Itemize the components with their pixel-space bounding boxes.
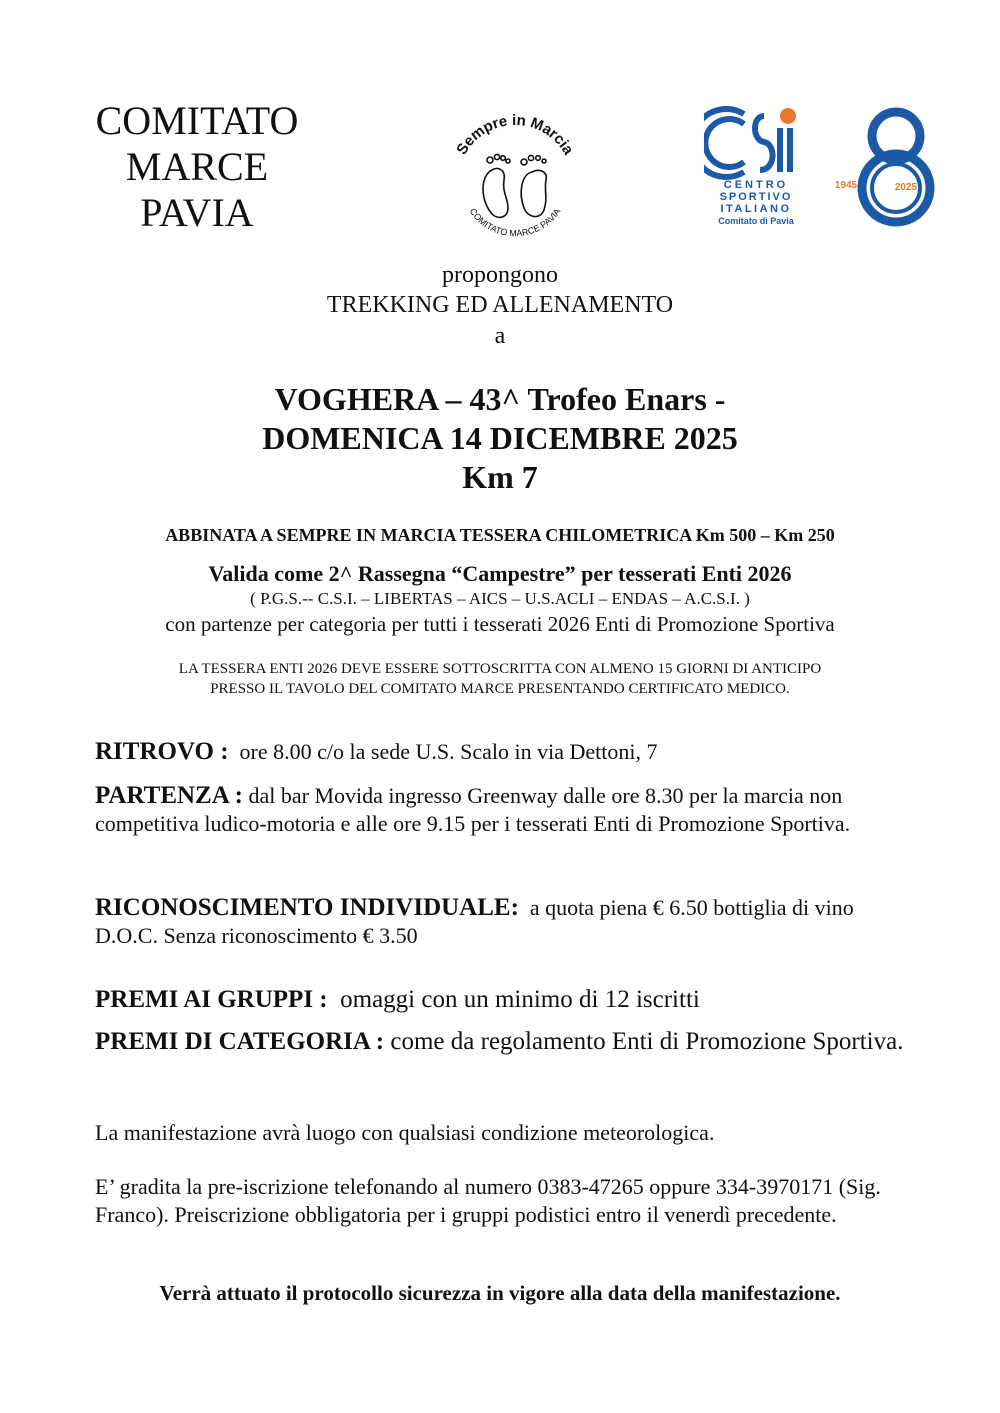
org-line-1: COMITATO — [95, 98, 299, 143]
organization-name — [92, 98, 302, 236]
premi-gruppi-label: PREMI AI GRUPPI : — [95, 986, 328, 1013]
premi-categoria-label: PREMI DI CATEGORIA : — [95, 1028, 385, 1055]
premi-categoria-paragraph — [95, 1026, 915, 1058]
riconoscimento-text: a quota piena € 6.50 bottiglia di vino D.O.C. Senza riconoscimento € 3.50 — [95, 895, 854, 948]
ritrovo-label: RITROVO : — [95, 738, 229, 765]
ritrovo-paragraph — [95, 738, 915, 766]
csi-text-line-3: ITALIANO — [720, 203, 792, 215]
logo-marcia-bottom-text: COMITATO MARCE PAVIA — [467, 206, 563, 239]
csi-logo — [704, 106, 949, 230]
event-title-line-1: VOGHERA – 43^ Trofeo Enars - — [274, 381, 726, 417]
csi-text-line-4: Comitato di Pavia — [718, 216, 794, 226]
event-title-line-2: DOMENICA 14 DICEMBRE 2025 — [262, 420, 738, 456]
partenza-label: PARTENZA : — [95, 782, 243, 809]
validity-line-1: Valida come 2^ Rassegna “Campestre” per tesserati Enti 2026 — [208, 561, 792, 586]
premi-gruppi-text: omaggi con un minimo di 12 iscritti — [340, 986, 700, 1013]
ritrovo-text: ore 8.00 c/o la sede U.S. Scalo in via Dettoni, 7 — [239, 739, 658, 764]
logo-year-start: 1945 — [834, 180, 858, 191]
notice-line-1: LA TESSERA ENTI 2026 DEVE ESSERE SOTTOSCRITTA CON ALMENO 15 GIORNI DI ANTICIPO — [178, 661, 822, 677]
sempre-in-marcia-logo — [440, 110, 590, 250]
iscrizione-paragraph: E’ gradita la pre-iscrizione telefonando al numero 0383-47265 oppure 334-3970171 (Sig. Franco). Preiscrizione obbligatoria per i gruppi podistici entro il venerdì precedente. — [95, 1174, 881, 1227]
partenza-paragraph — [95, 782, 915, 838]
validity-block — [0, 560, 1000, 638]
event-title — [0, 380, 1000, 497]
riconoscimento-label: RICONOSCIMENTO INDIVIDUALE: — [95, 894, 519, 921]
footprints-icon — [483, 154, 546, 217]
csi-letters-icon — [704, 109, 790, 177]
safety-protocol-note: Verrà attuato il protocollo sicurezza in vigore alla data della manifestazione. — [159, 1281, 841, 1305]
csi-text-line-2: SPORTIVO — [719, 191, 793, 203]
partenza-text: dal bar Movida ingresso Greenway dalle ore 8.30 per la marcia non competitiva ludico-motoria e alle ore 9.15 per i tesserati Enti di Promozione Sportiva. — [95, 783, 851, 836]
validity-line-3: con partenze per categoria per tutti i tesserati 2026 Enti di Promozione Sportiva — [165, 612, 835, 636]
meteo-paragraph: La manifestazione avrà luogo con qualsiasi condizione meteorologica. — [95, 1120, 715, 1145]
svg-text:COMITATO MARCE PAVIA — [468, 206, 563, 238]
validity-line-2: ( P.G.S.-- C.S.I. – LIBERTAS – AICS – U.S.ACLI – ENDAS – A.C.S.I. ) — [250, 589, 750, 608]
notice-line-2: PRESSO IL TAVOLO DEL COMITATO MARCE PRESENTANDO CERTIFICATO MEDICO. — [210, 681, 790, 697]
premi-gruppi-paragraph — [95, 984, 915, 1016]
riconoscimento-paragraph — [95, 894, 915, 950]
notice-block — [0, 659, 1000, 699]
csi-orange-dot-icon — [780, 108, 796, 124]
logo-year-end: 2025 — [894, 182, 918, 193]
logo-marcia-top-text: Sempre in Marcia — [453, 111, 577, 158]
combo-line: ABBINATA A SEMPRE IN MARCIA TESSERA CHILOMETRICA Km 500 – Km 250 — [165, 525, 835, 545]
org-line-3: PAVIA — [140, 190, 254, 235]
intro-line-2: TREKKING ED ALLENAMENTO — [326, 292, 674, 318]
csi-text-line-1: CENTRO — [723, 179, 789, 191]
org-line-2: MARCE — [125, 144, 269, 189]
event-title-line-3: Km 7 — [462, 459, 538, 495]
eighty-years-badge-icon — [862, 112, 930, 222]
svg-text:Sempre in Marcia — [453, 112, 577, 158]
intro-line-1: propongono — [442, 262, 558, 288]
premi-categoria-text: come da regolamento Enti di Promozione Sportiva. — [390, 1028, 904, 1055]
intro-line-3: a — [494, 323, 506, 349]
